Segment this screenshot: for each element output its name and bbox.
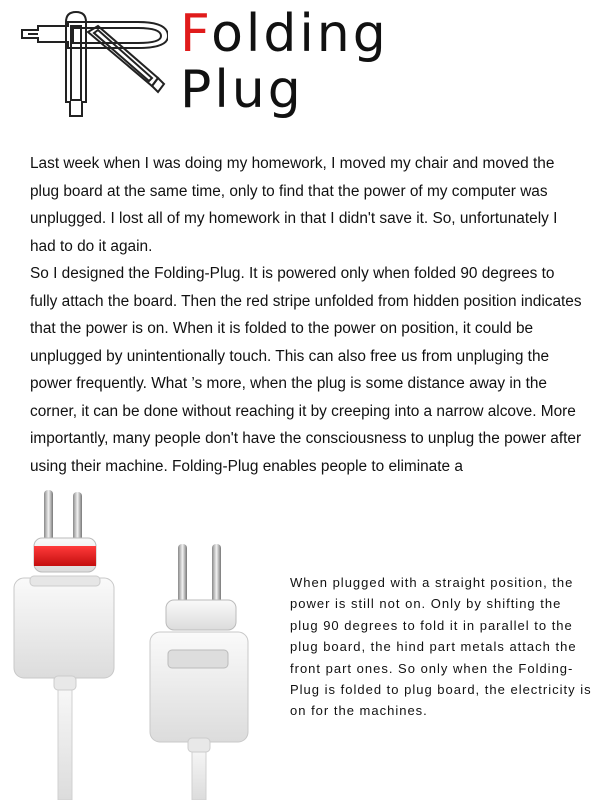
title-line2: Plug — [180, 60, 304, 120]
body-text — [30, 150, 586, 480]
folding-plug-render-illustration — [0, 480, 290, 800]
paragraph-1: Last week when I was doing my homework, I moved my chair and moved the plug board at the same time, only to find that the power of my computer was unplugged. I lost all of my homework in that I didn't save it. So, unfortunately I had to do it again. — [30, 155, 558, 255]
title-accent-letter: F — [180, 4, 212, 64]
title-line1-rest: olding — [211, 4, 389, 64]
header — [0, 0, 600, 130]
page-title — [180, 6, 389, 118]
figure-caption: When plugged with a straight position, the power is still not on. Only by shifting the plug 90 degrees to fold it in parallel to the plug board, the hind part metals attach the front part ones. So only when the Folding-Plug is folded to plug board, the electricity is on for the machines. — [290, 575, 592, 719]
folding-plug-logo-icon — [18, 8, 168, 120]
paragraph-2: So I designed the Folding-Plug. It is powered only when folded 90 degrees to fully attach the board. Then the red stripe unfolded from hidden position indicates that the power is on. When it is folded to the power on position, it could be unplugged by unintentionally touch. This can also free us from unpluging the power frequently. What ’s more, when the plug is some distance away in the corner, it can be done without reaching it by creeping into a narrow alcove. More importantly, many people don't have the consciousness to unplug the power after using their machine. Folding-Plug enables people to eliminate a — [30, 265, 582, 475]
